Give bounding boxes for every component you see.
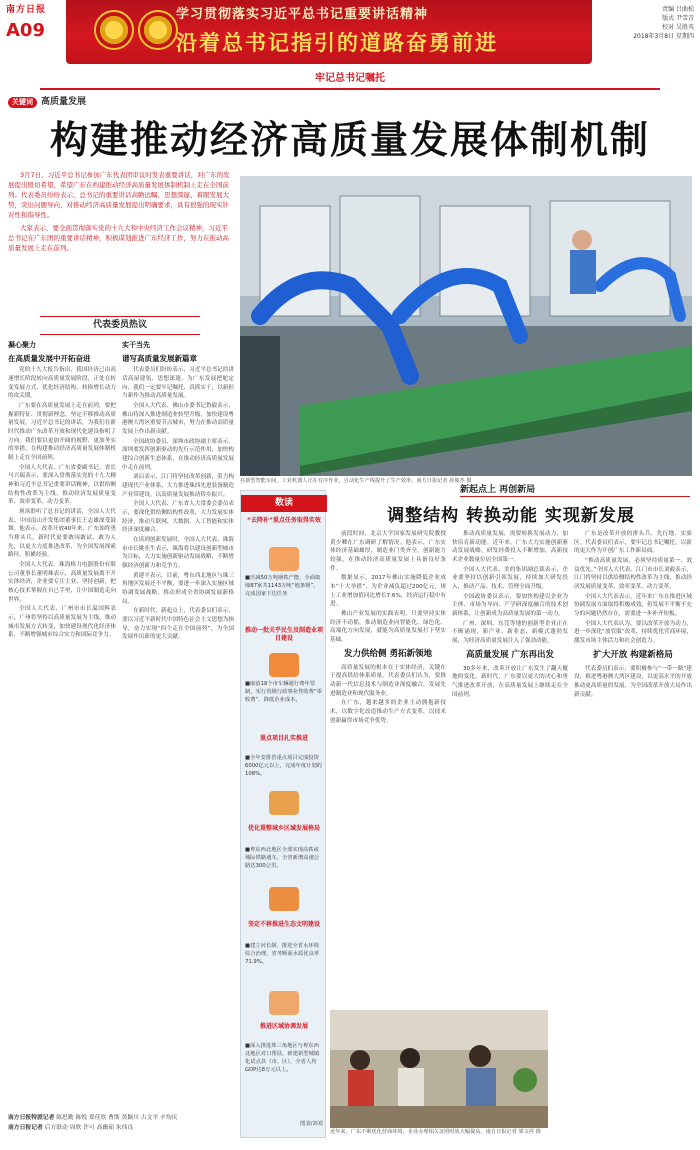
photo-caption: 在新型智能车间，工业机器人正在有序作业，自动化生产线提升了生产效率。南方日报记者 孙俊杰 摄: [240, 478, 472, 484]
banner-title-small: 学习贯彻落实习近平总书记重要讲话精神: [176, 7, 429, 22]
body-paragraph: 全国人大代表、佛山市委书记鲁毅表示，佛山将深入推进制造业转型升级，加快建设粤港澳大湾区重要节点城市，努力在推动高质量发展上作出新贡献。: [122, 403, 234, 436]
sidebar-item-text: ■取消18个市车辆通行费年票制，实行省级行政事业性收费“零收费”，降低企业成本。: [245, 681, 322, 703]
meta-line: 责编 吕曲松: [662, 6, 694, 13]
wrench-icon: [269, 653, 299, 677]
body-paragraph: 全国人大代表认为，要以改革开放为动力，进一步深化“放管服”改革，持续优化营商环境，激发市场主体活力和社会创造力。: [574, 620, 692, 644]
body-paragraph: 全国人大代表、广州市市长温国辉表示，广州将坚持以高质量发展为主线，推动城市发展方式转变，加快建设现代化经济体系，不断增强城市综合实力和国际竞争力。: [8, 606, 116, 639]
body-paragraph: 广东是改革开放的排头兵、先行地、实验区。代表委员们表示，要牢记总书记嘱托，以新的更大作为开创广东工作新局面。: [574, 531, 692, 555]
body-paragraph: 全国人大代表表示，近年来广东在推进区域协调发展方面取得积极成效，但发展不平衡不充分的问题仍然存在，需要进一步补齐短板。: [574, 593, 692, 617]
byline-names: 后方联动 周欣 许可 高幽茹 朱伟良: [44, 1124, 134, 1131]
byline-label: 南方日报记者: [8, 1124, 43, 1131]
subhead: 谱写高质量发展新篇章: [122, 353, 197, 363]
service-hall-illustration: [330, 1010, 548, 1128]
feature-title: 调整结构 转换动能 实现新发展: [387, 506, 635, 526]
meta-line: 校对 吴胜英: [662, 24, 694, 31]
sidebar-source: 图表/刘邓: [300, 1121, 323, 1127]
body-paragraph: 数据显示，2017年佛山实施降低企业成本“十大举措”，为企业减负超过200亿元，规上工业增加值同比增长7.6%，经济运行稳中有进。: [330, 575, 446, 608]
meta-line: 版式 尹雪青: [662, 15, 694, 22]
masthead: 南方日报: [6, 5, 47, 15]
edition-meta: [598, 5, 694, 41]
body-paragraph: 前段时间，北京大学国家发展研究院教授黄少卿在广东调研了解情况。他表示，广东实体经济基础雄厚，制造业门类齐全，创新能力较强，在推动经济高质量发展上具备良好条件。: [330, 531, 446, 572]
sidebar-title: 数读: [241, 495, 327, 512]
feature-kicker: 新起点上 再创新局: [460, 485, 536, 495]
body-paragraph: 佛山产业发展的实践表明，只要坚持实体经济不动摇，推动制造业向智能化、绿色化、高端化方向发展，就能为高质量发展打下坚实基础。: [330, 610, 446, 643]
sidebar-item-text: ■深入推进珠三角地区与粤东西北地区对口帮扶，新建新型城镇化试点县（市、区），全省人均GDP达8万元以上。: [245, 1043, 320, 1073]
sidebar-item-text: ■全年安排省重点项目完成投资6000亿元以上，完成年度计划的108%。: [245, 755, 323, 777]
sidebar-item-text: ■建立河长制，推进全省水环境综合治理，省考断面水质优良率71.9%。: [245, 943, 320, 965]
body-paragraph: 广东要在高质量发展上走在前列，要把握新特征、贯彻新理念，坚定不移推动高质量发展。习近平总书记的讲话，为我们在新时代推动广东改革开放和现代化建设指明了方向。我们要以更加开阔的视野、更加务实的举措，在构建推动经济高质量发展体制机制上走在全国前列。: [8, 403, 116, 462]
feature-kicker-rule: [460, 496, 690, 497]
sidebar-item-head: 重点项目扎实推进: [259, 735, 308, 742]
body-paragraph: 在谈到创新发展时，全国人大代表、珠海市市长姚奕生表示，珠海将以建设创新型城市为目标，大力实施创新驱动发展战略，不断增强经济创新力和竞争力。: [122, 536, 234, 569]
body-paragraph: 全国人大代表、广东省委副书记、省长马兴瑞表示，要深入贯彻落实党的十九大精神和习近平总书记重要讲话精神，以供给侧结构性改革为主线，推动经济发展质量变革、效率变革、动力变革。: [8, 464, 116, 506]
keyword-tag: 高质量发展: [41, 97, 87, 107]
body-paragraph: “推动高质量发展，必须坚持质量第一、效益优先。”全国人大代表、江门市市长刘毅表示，江门将坚持以供给侧结构性改革为主线，推动经济发展质量变革、效率变革、动力变革。: [574, 557, 692, 590]
page-number: A09: [6, 20, 45, 42]
meta-line: 2018年3月8日 星期四: [633, 33, 694, 40]
column-kicker: 牢记总书记嘱托: [315, 73, 385, 84]
subhead: 在高质量发展中开拓奋进: [8, 353, 91, 363]
feature-subhead: 扩大开放 构建新格局: [593, 649, 673, 660]
body-paragraph: 广州、深圳、东莞等地的创新型企业正在不断涌现，新产业、新业态、新模式蓬勃发展，为经济高质量发展注入了强劲动能。: [452, 620, 568, 644]
sidebar-item-head: 推进区域协调发展: [259, 1023, 308, 1030]
sidebar-item-head: “去降补”重点任务取得实效: [247, 517, 321, 524]
body-paragraph: 高质量发展的根本在于实体经济，关键在于提高供给体系质量。代表委员们认为，要推动新一代信息技术与制造业深度融合，发展先进制造业和现代服务业。: [330, 664, 446, 697]
kicker-divider: [40, 88, 660, 90]
body-paragraph: 全国人大代表、广东省人大常委会委员表示，要深化供给侧结构性改革，大力发展实体经济，推动互联网、大数据、人工智能和实体经济深度融合。: [122, 501, 234, 534]
subhead-kicker: 实干当先: [122, 341, 150, 349]
sidebar-item-text: ■压减50万吨钢铁产能，全面取缔87家共1143万吨“地条钢”，完成国家下达任务: [245, 575, 321, 597]
feature-column-3: [574, 530, 692, 1130]
sidebar-item-head: 坚定不移推进生态文明建设: [247, 921, 320, 928]
sidebar-item-head: 推动一批关乎民生及制造业项目建设: [245, 627, 324, 643]
byline-footer: [8, 1114, 234, 1134]
body-paragraph: 全国政协委员表示，要加快构建以企业为主体、市场为导向、产学研深度融合的技术创新体系，让创新成为高质量发展的第一动力。: [452, 593, 568, 617]
section-heading: 代表委员热议: [40, 316, 200, 335]
body-paragraph: 党的十九大报告指出，我国经济已由高速增长阶段转向高质量发展阶段，正处在转变发展方式、优化经济结构、转换增长动力的攻关期。: [8, 367, 116, 400]
feature-column-1: [330, 530, 446, 1008]
byline-names: 陈思勤 陈悦 郑佳欣 曹斯 黄颖川 古文平 辛均庆: [56, 1115, 178, 1121]
money-bag-icon: [269, 887, 299, 911]
body-paragraph: 30多年来，改革开放让广东发生了翻天覆地的变化。新时代，广东要以更大的决心和勇气推进改革开放，在高质量发展上继续走在全国前列。: [452, 665, 568, 698]
body-paragraph: 全国政协委员、深圳市政协副主席表示，深圳要发挥创新驱动的先行示范作用，加快构建综合创新生态体系，在推动经济高质量发展中走在前列。: [122, 438, 234, 471]
subhead-kicker: 凝心聚力: [8, 341, 36, 349]
tag-row: [8, 96, 86, 109]
body-paragraph: 全国人大代表、美的集团副总裁表示，企业要坚持以创新引领发展，持续加大研发投入，推动产品、技术、管理全面升级。: [452, 566, 568, 590]
feature-subhead: 高质量发展 广东再出发: [466, 649, 554, 660]
body-paragraph: 现场聆听了总书记的讲话，全国人大代表、中国南山开发集团董事长王志雄深受鼓舞。他表示，改革开放40年来，广东始终勇当排头兵，新时代更要敢闯敢试、敢为人先，以更大力度推进改革，为全国发展探索路径、积累经验。: [8, 508, 116, 559]
body-paragraph: 代表委员们纷纷表示，习近平总书记的讲话高屋建瓴、思想深邃，为广东发展把舵定向，我们一定要牢记嘱托、真抓实干，以新担当新作为推动高质量发展。: [122, 367, 234, 400]
factory-robot-photo: [240, 176, 692, 476]
data-sidebar: [240, 490, 326, 1138]
national-emblem-icon: [138, 10, 178, 50]
banner-title-large: 沿着总书记指引的道路奋勇前进: [176, 31, 498, 55]
masthead-block: [6, 4, 62, 42]
middle-column: [122, 340, 234, 1110]
headline: 构建推动经济高质量发展体制机制: [49, 117, 650, 162]
hand-icon: [269, 991, 299, 1015]
lead-paragraph: 3月7日，习近平总书记参加广东代表团审议时发表重要讲话，对广东的发展提出殷切希望，希望广东在构建推动经济高质量发展体制机制上走在全国前列。代表委员纷纷表示，总书记的重要讲话高瞻远瞩、思想深邃、着眼发展大势，突出问题导向，对推动经济高质量发展提出明确要求，具有很强的现实针对性和指导性。: [8, 171, 230, 220]
body-paragraph: 在广东，越来越多的企业主动拥抱新技术，以数字化改造推动生产方式变革，以技术创新赢得市场竞争优势。: [330, 700, 446, 724]
bar-chart-icon: [269, 791, 299, 815]
body-paragraph: 代表委员们表示，要积极参与“一带一路”建设，推进粤港澳大湾区建设，以更高水平的开放推动更高质量的发展，为全国改革开放大局作出新贡献。: [574, 665, 692, 698]
feature-column-2: [452, 530, 568, 1008]
factory-illustration: [240, 176, 692, 476]
sidebar-item-head: 优化重整城乡区域发展格局: [247, 825, 320, 832]
body-paragraph: 推动高质量发展，需要转换发展动力，加快培育新动能。近年来，广东大力实施创新驱动发展战略，研发经费投入不断增加，高新技术企业数量位居全国第一。: [452, 531, 568, 563]
body-paragraph: 在新时代、新起点上，代表委员们表示，要以习近平新时代中国特色社会主义思想为指导，奋力实现“四个走在全国前列”，为全国发展作出新的更大贡献。: [122, 608, 234, 641]
body-paragraph: 全国人大代表、珠海格力电器股份有限公司董事长董明珠表示，高质量发展离不开实体经济，企业要专注主业、坚持创新，把核心技术掌握在自己手里，让中国制造走向世界。: [8, 561, 116, 603]
left-column: [8, 340, 116, 1110]
lead-block: [8, 170, 234, 254]
sidebar-item-text: ■粤东西北地区全部实现高铁或城际铁路通车，全省新增高速公路达300公里。: [245, 847, 320, 869]
service-hall-photo: [330, 1010, 548, 1128]
banner: [66, 0, 592, 64]
feature-subhead: 发力供给侧 勇拓新领地: [344, 648, 432, 659]
keyword-badge: 关键词: [8, 97, 37, 107]
party-emblem-icon: [94, 10, 134, 50]
body-paragraph: 黄建平表示，目前，粤东西北地区与珠三角地区发展还不平衡，要进一步深入实施区域协调发展战略，推动形成全省协调发展新格局。: [122, 572, 234, 605]
bottom-photo-caption: 近年来，广东不断优化营商环境，企业办理相关证照时效大幅提高。南方日报记者 梁文祥 摄: [330, 1129, 541, 1135]
byline-label: 南方日报特派记者: [8, 1115, 55, 1121]
body-paragraph: 刘启表示，江门将坚持改革创新，着力构建现代产业体系，大力推进珠西先进装备制造产业带建设，以高质量发展推动侨乡振兴。: [122, 474, 234, 498]
lead-paragraph: 大家表示，要全面贯彻落实党的十九大和中央经济工作会议精神，习近平总书记在广东团的重要讲话精神，积极谋划推进广东经济工作，努力在推动高质量发展上走在前列。: [8, 224, 229, 253]
factory-icon: [269, 547, 299, 571]
